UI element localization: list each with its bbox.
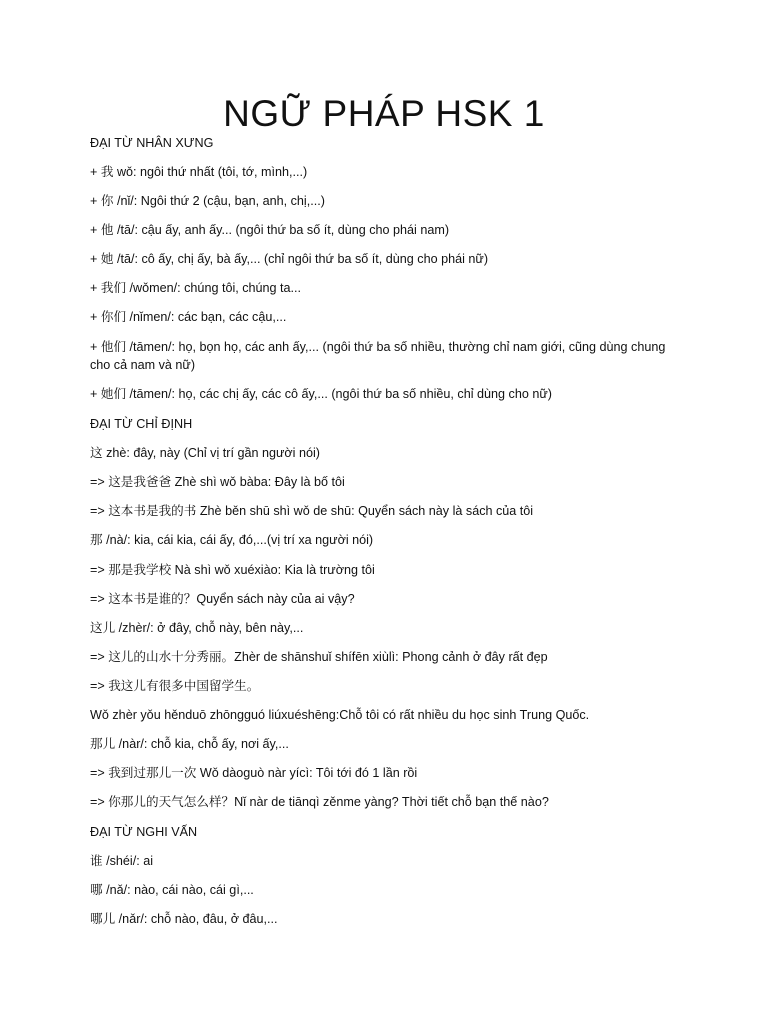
section-heading: ĐẠI TỪ CHỈ ĐỊNH (90, 417, 193, 431)
text-line: + 我 wǒ: ngôi thứ nhất (tôi, tớ, mình,...) (90, 165, 308, 179)
example-line: => 这本书是我的书 Zhè běn shū shì wǒ de shū: Quyển sách này là sách của tôi (90, 504, 534, 518)
text-line: 那 /nà/: kia, cái kia, cái ấy, đó,...(vị trí xa người nói) (90, 533, 374, 547)
text-line: 谁 /shéi/: ai (90, 854, 153, 868)
text-line: + 她 /tā/: cô ấy, chị ấy, bà ấy,... (chỉ ngôi thứ ba số ít, dùng cho phái nữ) (90, 252, 489, 266)
text-line: + 我们 /wǒmen/: chúng tôi, chúng ta... (90, 281, 302, 295)
example-line: => 我到过那儿一次 Wǒ dàoguò nàr yícì: Tôi tới đó 1 lần rồi (90, 766, 418, 780)
example-line: => 那是我学校 Nà shì wǒ xuéxiào: Kia là trường tôi (90, 563, 375, 577)
example-line: => 这儿的山水十分秀丽。Zhèr de shānshuǐ shífēn xiùlì: Phong cảnh ở đây rất đẹp (90, 650, 548, 664)
page-title: NGỮ PHÁP HSK 1 (223, 93, 545, 134)
example-line: => 这是我爸爸 Zhè shì wǒ bàba: Đây là bố tôi (90, 475, 345, 489)
example-line: Wǒ zhèr yǒu hěnduō zhōngguó liúxuéshēng:Chỗ tôi có rất nhiều du học sinh Trung Quốc. (90, 708, 590, 722)
section-heading: ĐẠI TỪ NGHI VẤN (90, 825, 198, 839)
text-line: + 他们 /tāmen/: họ, bọn họ, các anh ấy,... (ngôi thứ ba số nhiều, thường chỉ nam giới, cũng dùng chung cho cả nam và nữ) (90, 340, 666, 372)
text-line: 哪儿 /nǎr/: chỗ nào, đâu, ở đâu,... (90, 912, 278, 926)
text-line: 这 zhè: đây, này (Chỉ vị trí gần người nói) (90, 446, 320, 460)
example-line: => 你那儿的天气怎么样？Nǐ nàr de tiānqì zěnme yàng? Thời tiết chỗ bạn thế nào? (90, 795, 549, 809)
section-heading: ĐẠI TỪ NHÂN XƯNG (90, 136, 214, 150)
example-line: => 这本书是谁的？Quyển sách này của ai vậy? (90, 592, 355, 606)
text-line: + 你 /nǐ/: Ngôi thứ 2 (cậu, bạn, anh, chị,...) (90, 194, 325, 208)
text-line: + 你们 /nǐmen/: các bạn, các cậu,... (90, 310, 287, 324)
text-line: 这儿 /zhèr/: ở đây, chỗ này, bên này,... (90, 621, 304, 635)
text-line: 哪 /nǎ/: nào, cái nào, cái gì,... (90, 883, 254, 897)
text-line: 那儿 /nàr/: chỗ kia, chỗ ấy, nơi ấy,... (90, 737, 289, 751)
example-line: => 我这儿有很多中国留学生。 (90, 679, 260, 693)
text-line: + 他 /tā/: cậu ấy, anh ấy... (ngôi thứ ba số ít, dùng cho phái nam) (90, 223, 450, 237)
text-line: + 她们 /tāmen/: họ, các chị ấy, các cô ấy,... (ngôi thứ ba số nhiều, chỉ dùng cho nữ) (90, 387, 552, 401)
